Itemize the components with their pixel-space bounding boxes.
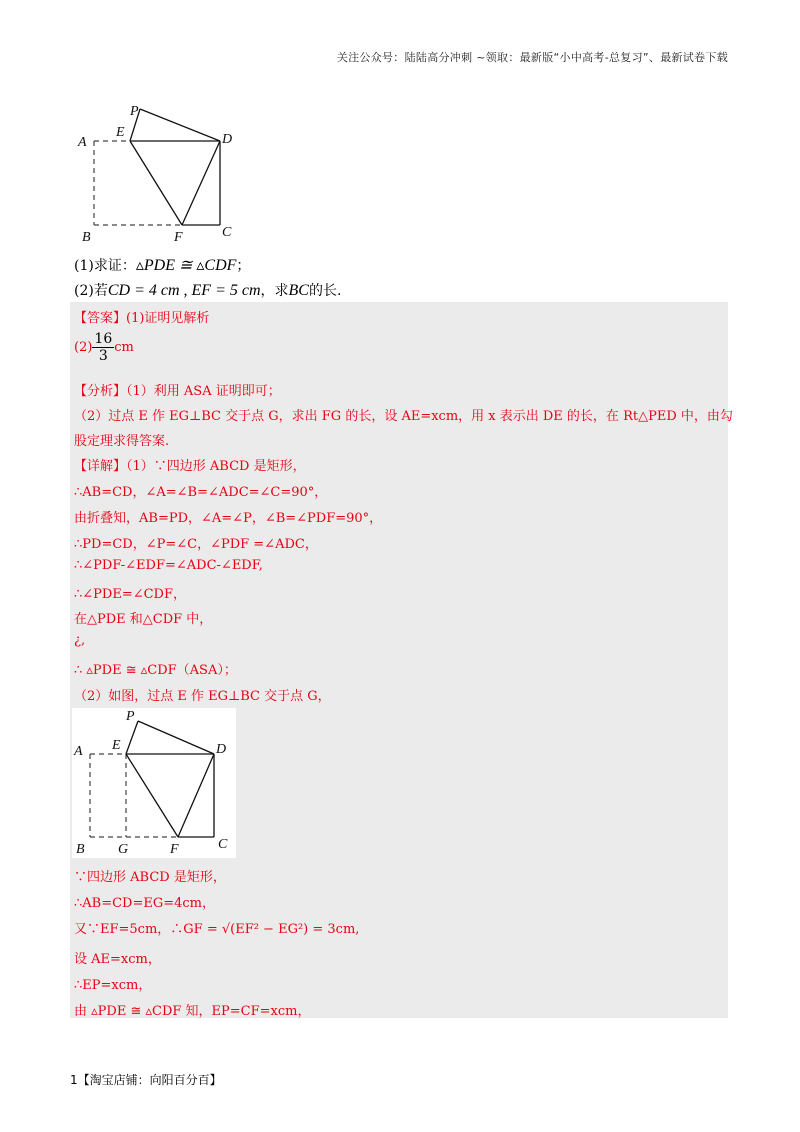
figure-1-svg <box>72 95 242 245</box>
figure-1 <box>72 95 242 245</box>
label2-f: F <box>170 842 179 857</box>
label-e: E <box>116 125 125 140</box>
q1-prefix: (1)求证： <box>74 258 136 274</box>
label-b: B <box>82 230 91 245</box>
figure-2-svg <box>72 708 236 858</box>
detail-line-4: ∴PD=CD，∠P=∠C，∠PDF =∠ADC， <box>74 537 318 552</box>
detail-line-6: ∴∠PDE=∠CDF， <box>74 587 186 602</box>
label-f: F <box>174 230 183 245</box>
detail2-line-1: ∵四边形 ABCD 是矩形， <box>74 870 226 885</box>
label-a: A <box>78 135 87 150</box>
page-header: 关注公众号：陆陆高分冲刺 ~领取：最新版“小中高考-总复习”、最新试卷下载 <box>336 51 728 64</box>
label2-e: E <box>112 738 121 753</box>
answer-line-2 <box>74 331 134 364</box>
figure-2 <box>72 708 236 858</box>
detail2-line-6: 由 ▵PDE ≅ ▵CDF 知，EP=CF=xcm， <box>74 1004 311 1019</box>
detail2-line-5: ∴EP=xcm， <box>74 978 152 993</box>
detail-line-9: ∴ ▵PDE ≅ ▵CDF（ASA）； <box>74 663 237 678</box>
q2-prefix: (2)若 <box>74 283 108 299</box>
detail-line-1: 【详解】（1）∵四边形 ABCD 是矩形， <box>74 459 306 474</box>
q2-mid: ，求 <box>260 283 289 299</box>
frac-num: 16 <box>94 331 113 347</box>
label2-a: A <box>74 744 83 759</box>
question-2 <box>74 280 341 300</box>
label2-c: C <box>218 837 228 852</box>
answer-unit: cm <box>114 340 134 355</box>
label2-p: P <box>126 709 135 724</box>
label2-d: D <box>216 742 227 757</box>
answer-prefix: (2) <box>74 340 93 355</box>
q2-math: CD = 4 cm , EF = 5 cm <box>107 282 261 299</box>
detail-line-5: ∴∠PDF-∠EDF=∠ADC-∠EDF, <box>74 558 263 573</box>
analysis-line-3: 股定理求得答案. <box>74 434 170 449</box>
detail2-line-4: 设 AE=xcm， <box>74 952 161 967</box>
page-footer: 1【淘宝店铺：向阳百分百】 <box>70 1073 222 1087</box>
q1-math: ▵PDE ≅ ▵CDF <box>135 257 237 274</box>
q2-bc: BC <box>288 282 309 299</box>
detail-line-7: 在△PDE 和△CDF 中， <box>74 612 213 627</box>
frac-den: 3 <box>98 348 108 364</box>
label2-b: B <box>76 842 85 857</box>
q1-suffix: ； <box>236 258 251 274</box>
detail-line-3: 由折叠知，AB=PD，∠A=∠P，∠B=∠PDF=90°， <box>74 511 383 526</box>
detail-line-8: ¿, <box>74 633 86 648</box>
answer-line-1: 【答案】(1)证明见解析 <box>74 311 210 326</box>
q2-suffix: 的长. <box>308 283 342 299</box>
detail-line-2: ∴AB=CD，∠A=∠B=∠ADC=∠C=90°， <box>74 485 328 500</box>
label-p: P <box>130 104 139 119</box>
label2-g: G <box>118 842 129 857</box>
detail-line-10: （2）如图，过点 E 作 EG⊥BC 交于点 G， <box>74 689 331 704</box>
label-c: C <box>222 225 232 240</box>
analysis-line-1: 【分析】（1）利用 ASA 证明即可； <box>74 384 281 399</box>
detail2-line-2: ∴AB=CD=EG=4cm， <box>74 896 216 911</box>
detail2-line-3: 又∵EF=5cm，∴GF = √(EF² − EG²) = 3cm, <box>74 922 360 937</box>
question-1 <box>74 255 250 275</box>
label-d: D <box>222 132 233 147</box>
analysis-line-2: （2）过点 E 作 EG⊥BC 交于点 G，求出 FG 的长，设 AE=xcm，用 x 表示出 DE 的长，在 Rt△PED 中，由勾 <box>74 409 733 424</box>
answer-fraction <box>92 331 114 364</box>
